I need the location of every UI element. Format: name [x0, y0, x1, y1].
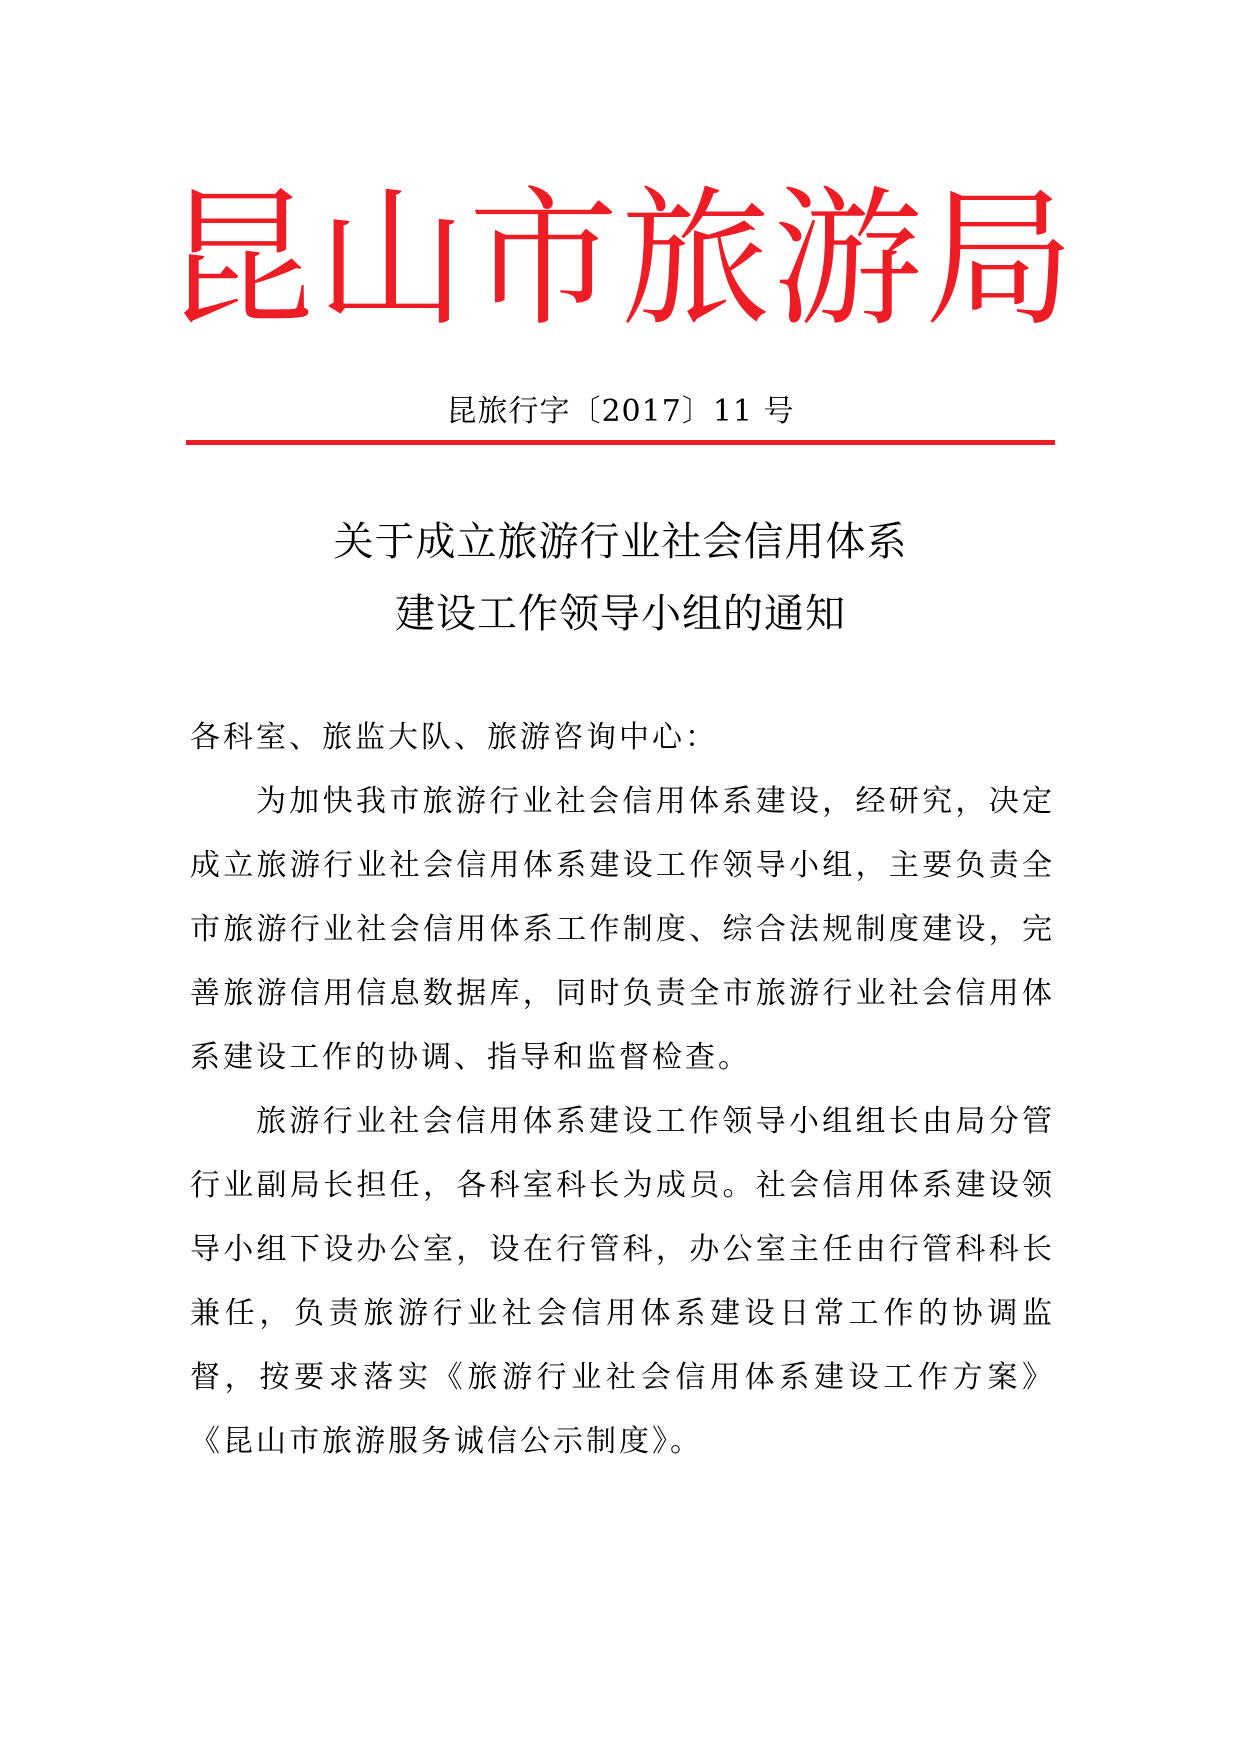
document-body — [190, 706, 1055, 1474]
body-paragraph-1: 为加快我市旅游行业社会信用体系建设，经研究，决定成立旅游行业社会信用体系建设工作领导小组，主要负责全市旅游行业社会信用体系工作制度、综合法规制度建设，完善旅游信用信息数据库，同时负责全市旅游行业社会信用体系建设工作的协调、指导和监督检查。 — [190, 784, 1055, 1075]
red-header-rule — [186, 440, 1055, 445]
document-title — [186, 506, 1055, 650]
document-title-line-1: 关于成立旅游行业社会信用体系 — [333, 519, 908, 565]
issuing-authority-header: 昆山市旅游局 — [164, 173, 1077, 347]
body-paragraph-2: 旅游行业社会信用体系建设工作领导小组组长由局分管行业副局长担任，各科室科长为成员。社会信用体系建设领导小组下设办公室，设在行管科，办公室主任由行管科科长兼任，负责旅游行业社会信用体系建设日常工作的协调监督，按要求落实《旅游行业社会信用体系建设工作方案》《昆山市旅游服务诚信公示制度》。 — [190, 1104, 1055, 1459]
salutation: 各科室、旅监大队、旅游咨询中心： — [190, 720, 718, 755]
document-number: 昆旅行字〔2017〕11 号 — [446, 394, 795, 429]
document-title-line-2: 建设工作领导小组的通知 — [395, 591, 846, 637]
